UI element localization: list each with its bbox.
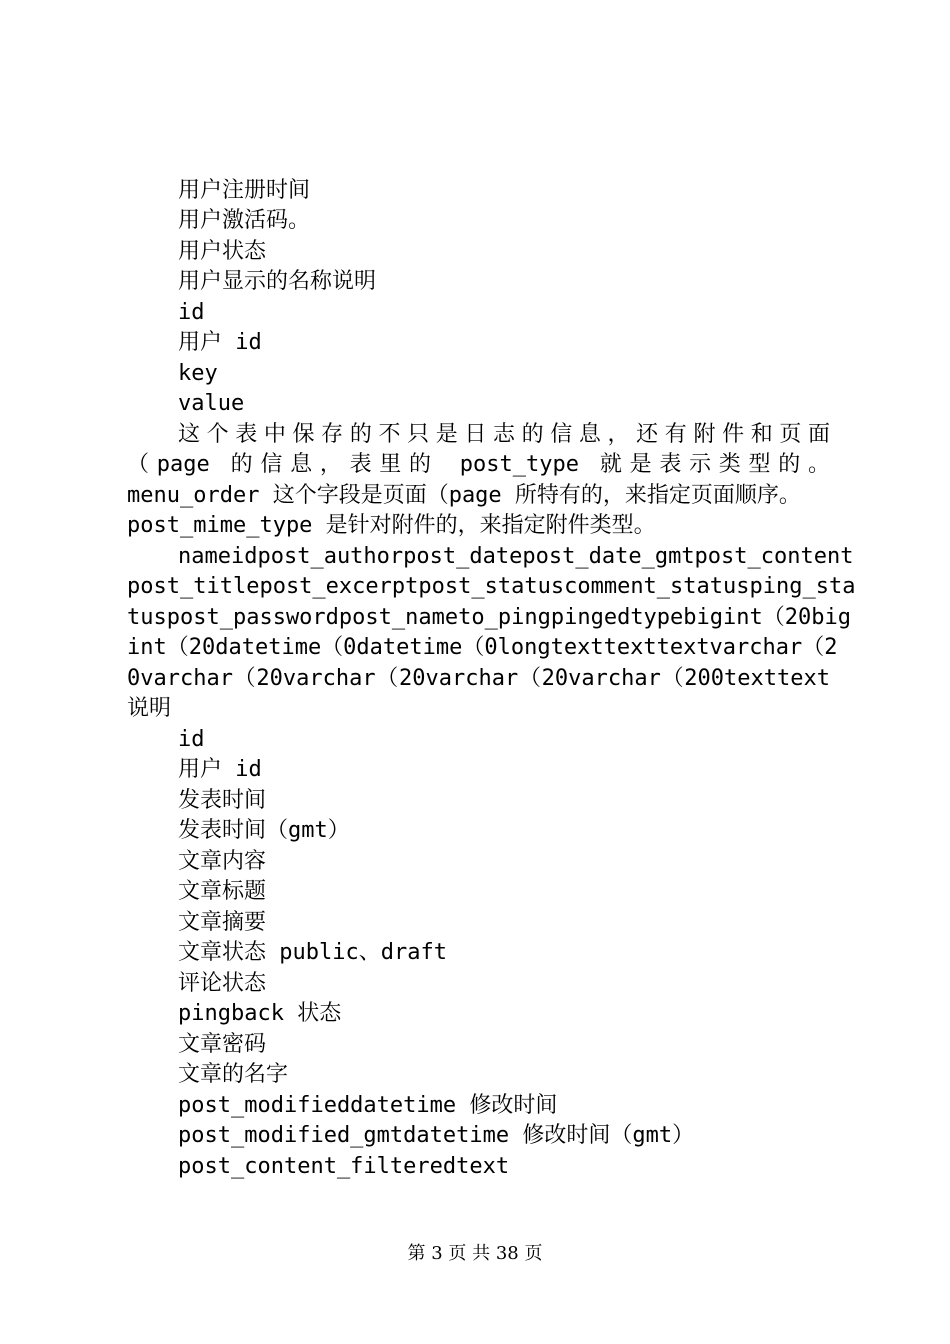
text-line: 发表时间 [178, 788, 267, 813]
text-line: 文章密码 [178, 1032, 267, 1057]
paragraph-line: 这个表中保存的不只是日志的信息，还有附件和页面 [178, 422, 830, 447]
paragraph-line: 0varchar（20varchar（20varchar（20varchar（200texttext [127, 666, 830, 691]
text-line: pingback 状态 [178, 1001, 342, 1026]
text-line: post_content_filteredtext [178, 1154, 510, 1179]
text-line: 用户 id [178, 757, 262, 782]
paragraph-line: nameidpost_authorpost_datepost_date_gmtpost_content [178, 544, 854, 569]
text-line: 文章摘要 [178, 910, 267, 935]
text-line: 发表时间（gmt） [178, 818, 350, 843]
paragraph-line: （page 的信息，表里的 post_type 就是表示类型的。 [127, 452, 830, 477]
text-line: key [178, 361, 218, 386]
text-line: 用户注册时间 [178, 178, 311, 203]
paragraph-line: tuspost_passwordpost_nameto_pingpingedtypebigint（20big [127, 605, 851, 630]
paragraph-line: post_titlepost_excerptpost_statuscomment_statusping_sta [127, 574, 856, 599]
paragraph-line: menu_order 这个字段是页面（page 所特有的，来指定页面顺序。 [127, 483, 801, 508]
page-footer: 第 3 页 共 38 页 [407, 1243, 543, 1264]
text-line: 用户显示的名称说明 [178, 269, 377, 294]
text-line: post_modifieddatetime 修改时间 [178, 1093, 558, 1118]
text-line: 文章状态 public、draft [178, 940, 447, 965]
text-line: 用户 id [178, 330, 262, 355]
text-line: 用户状态 [178, 239, 267, 264]
text-line: 文章标题 [178, 879, 267, 904]
text-line: 文章的名字 [178, 1062, 289, 1087]
text-line: id [178, 300, 205, 325]
text-line: post_modified_gmtdatetime 修改时间（gmt） [178, 1123, 695, 1148]
text-line: 评论状态 [178, 971, 267, 996]
paragraph-line: 说明 [127, 696, 172, 721]
paragraph-line: int（20datetime（0datetime（0longtexttexttextvarchar（2 [127, 635, 838, 660]
text-line: value [178, 391, 245, 416]
text-line: 文章内容 [178, 849, 267, 874]
paragraph-line: post_mime_type 是针对附件的，来指定附件类型。 [127, 513, 656, 538]
text-line: 用户激活码。 [178, 208, 311, 233]
text-line: id [178, 727, 205, 752]
